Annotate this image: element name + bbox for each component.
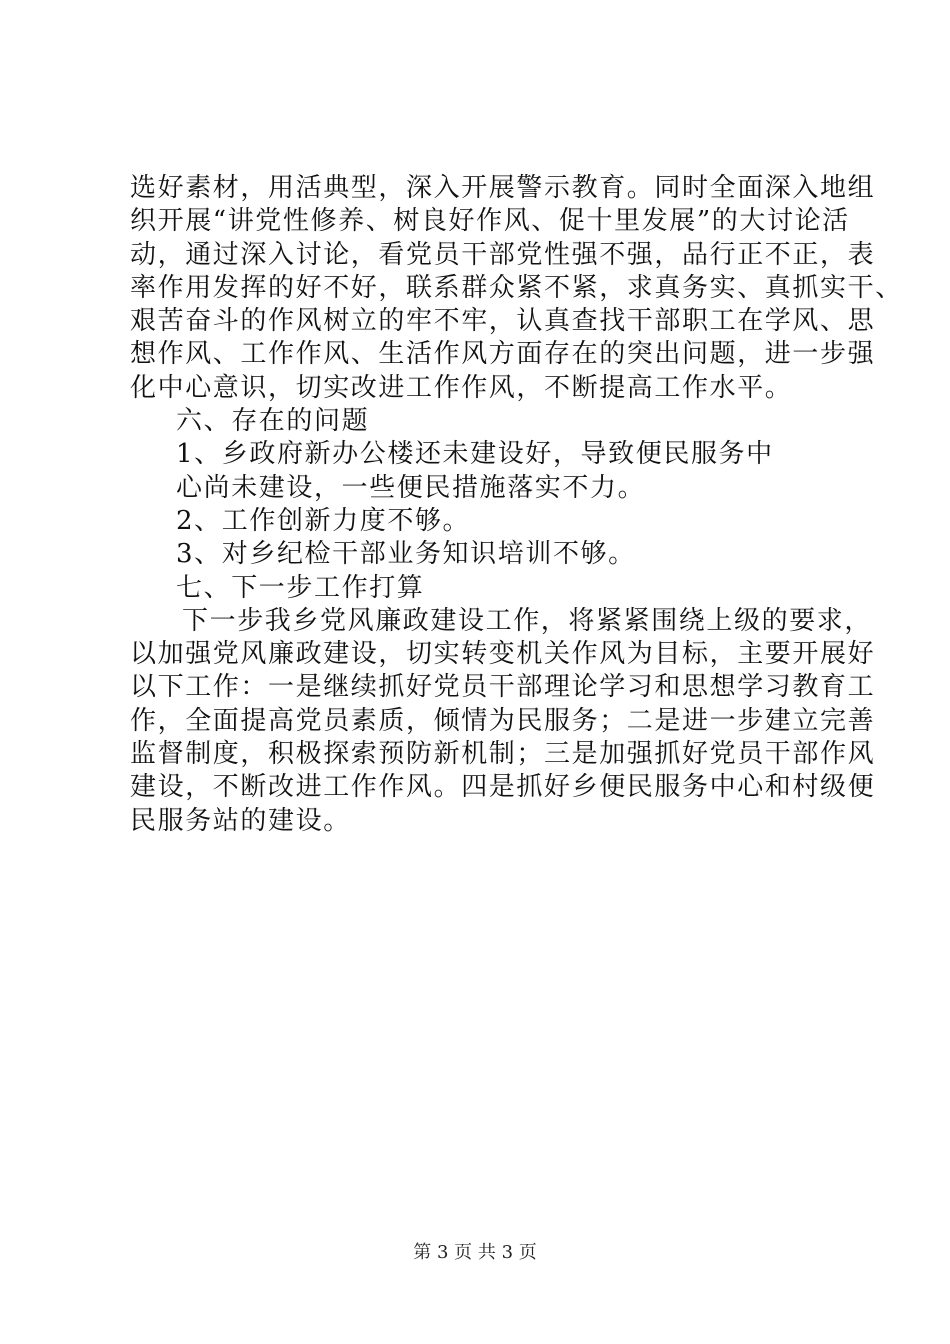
paragraph-line: 以加强党风廉政建设，切实转变机关作风为目标，主要开展好	[130, 639, 876, 670]
document-body	[130, 172, 903, 838]
paragraph-line: 建设，不断改进工作作风。四是抓好乡便民服务中心和村级便	[130, 772, 876, 803]
paragraph-line: 率作用发挥的好不好，联系群众紧不紧，求真务实、真抓实干、	[130, 272, 903, 303]
paragraph-line: 艰苦奋斗的作风树立的牢不牢，认真查找干部职工在学风、思	[130, 306, 876, 337]
paragraph-line: 选好素材，用活典型，深入开展警示教育。同时全面深入地组	[130, 173, 876, 203]
list-item-continuation: 心尚未建设，一些便民措施落实不力。	[176, 472, 646, 503]
paragraph-line: 民服务站的建设。	[130, 805, 351, 836]
section-heading: 七、下一步工作打算	[176, 572, 425, 603]
paragraph-line: 监督制度，积极探索预防新机制；三是加强抓好党员干部作风	[130, 739, 876, 770]
paragraph-line: 织开展“讲党性修养、树良好作风、促十里发展”的大讨论活	[130, 206, 850, 237]
page-number-footer: 第 3 页 共 3 页	[413, 1242, 537, 1263]
paragraph-line: 想作风、工作作风、生活作风方面存在的突出问题，进一步强	[130, 339, 876, 370]
list-item: 3、对乡纪检干部业务知识培训不够。	[176, 539, 636, 570]
paragraph-line: 下一步我乡党风廉政建设工作，将紧紧围绕上级的要求，	[182, 605, 873, 636]
paragraph-line: 化中心意识，切实改进工作作风，不断提高工作水平。	[130, 372, 793, 403]
paragraph-line: 动，通过深入讨论，看党员干部党性强不强，品行正不正，表	[130, 239, 876, 270]
list-item: 1、乡政府新办公楼还未建设好，导致便民服务中	[176, 439, 774, 470]
section-heading: 六、存在的问题	[176, 406, 370, 437]
list-item: 2、工作创新力度不够。	[176, 505, 471, 536]
paragraph-line: 作，全面提高党员素质，倾情为民服务；二是进一步建立完善	[130, 705, 876, 736]
paragraph-line: 以下工作：一是继续抓好党员干部理论学习和思想学习教育工	[130, 672, 876, 703]
